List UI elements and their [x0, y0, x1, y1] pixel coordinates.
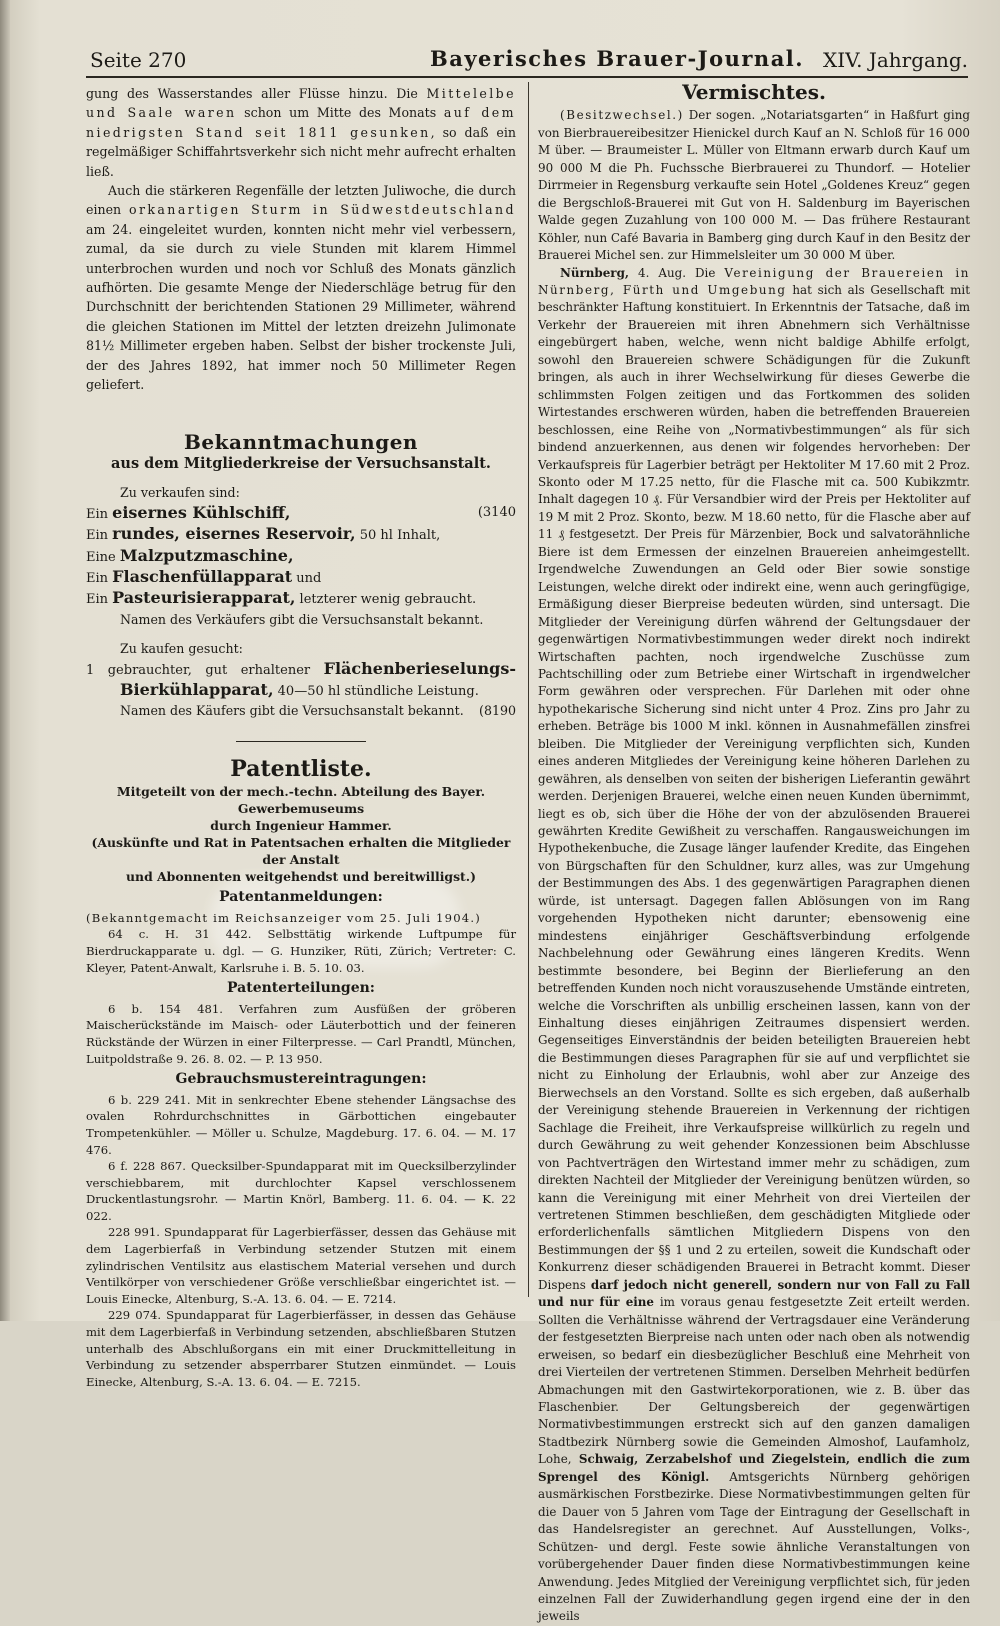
page-header	[90, 44, 968, 80]
weather-paragraph-2: Auch die stärkeren Regenfälle der letzten Juliwoche, die durch einen orkanartigen Sturm in Südwestdeutschland am 24. eingeleitet wurden, konnten nicht mehr viel verbessern, zumal, da sie durch zu viele Stunden mit klarem Himmel unterbrochen wurden und noch vor Schluß des Monats gänzlich aufhörten. Die gesamte Menge der Niederschläge betrug für den Durchschnitt der berichtenden Stationen 29 Millimeter, während die gleichen Stationen im Mittel der letzten dreizehn Julimonate 81½ Millimeter ergeben haben. Selbst der bisher trockenste Juli, der des Jahres 1892, hat immer noch 50 Millimeter Regen geliefert.	[86, 183, 516, 393]
patent-application-entry: 64 c. H. 31 442. Selbsttätig wirkende Luftpumpe für Bierdruckapparate u. dgl. — G. Hunziker, Rüti, Zürich; Vertreter: C. Kleyer, Patent-Anwalt, Karlsruhe i. B. 5. 10. 03.	[86, 927, 516, 975]
patent-grant-entry: 6 b. 154 481. Verfahren zum Ausfüßen der gröberen Maischerückstände im Maisch- oder Läuterbottich und der feineren Rückstände der Würzen in einer Filterpresse. — Carl Prandtl, München, Luitpoldstraße 9. 26. 8. 02. — P. 13 950.	[86, 1001, 516, 1066]
header-rule	[86, 76, 968, 78]
for-sale-list	[86, 503, 516, 610]
right-column	[538, 80, 970, 1626]
nuremberg-brewers-paragraph: Nürnberg, 4. Aug. Die Vereinigung der Brauereien in Nürnberg, Fürth und Umgebung hat sich als Gesellschaft mit beschränkter Haftung konstituiert. In Erkenntnis der Tatsache, daß im Verkehr der Brauereien mit ihren Abnehmern sich Verhältnisse eingebürgert haben, welche, wenn nicht baldige Abhilfe erfolgt, sowohl den Brauereien schwere Schädigungen für die Zukunft bringen, als auch in ihrer Wechselwirkung für dieses Gewerbe die schlimmsten Folgen zeitigen und das Fortkommen des soliden Wirtestandes erschweren würden, haben die betreffenden Brauereien beschlossen, eine Reihe von „Normativbestimmungen“ als für sich bindend anzuerkennen, aus denen wir folgendes hervorheben: Der Verkaufspreis für Lagerbier beträgt per Hektoliter M 17.60 mit 2 Proz. Skonto oder M 17.25 netto, für die Flasche mit ca. 500 Kubikzmtr. Inhalt dagegen 10 ₰. Für Versandbier wird der Preis per Hektoliter auf 19 M mit 2 Proz. Skonto, bezw. M 18.60 netto, für die Flasche aber auf 11 ₰ festgesetzt. Der Preis für Märzenbier, Bock und salvatorähnliche Biere ist dem Ermessen der einzelnen Brauereien anheimgestellt. Irgendwelche Zuwendungen an Geld oder Bier sowie sonstige Leistungen, welche direkt oder indirekt eine, wenn auch geringfügige, Ermäßigung dieser Bierpreise bedeuten würden, sind untersagt. Die Mitglieder der Vereinigung dürfen während der Geltungsdauer der gegenwärtigen Normativbestimmungen weder direkt noch indirekt Wirtschaften pachten, noch irgendwelche Zuschüsse zum Pachtschilling oder zum Betriebe einer Wirtschaft in irgendwelcher Form gewähren oder versprechen. Für Darlehen mit oder ohne hypothekarische Sicherung sind nicht unter 4 Proz. Zins pro Jahr zu erheben. Beträge bis 1000 M inkl. können in Ausnahmefällen zinsfrei bleiben. Die Mitglieder der Vereinigung verpflichten sich, Kunden eines anderen Mitgliedes der Vereinigung keine höheren Darlehen zu gewähren, als denselben von seiten der bisherigen Lieferantin gewährt werden. Derjenigen Brauerei, welche einen neuen Kunden übernimmt, liegt es ob, sich über die Höhe der von der abzulösenden Brauerei gewährten Kredite Gewißheit zu verschaffen. Rangausweichungen im Hypothekenbuche, die Zusage länger laufender Kredite, das Eingehen von Bürgschaften für den Schuldner, kurz alles, was zur Umgehung der Bestimmungen des Abs. 1 des gegenwärtigen Paragraphen dienen würde, ist untersagt. Dagegen fallen Ablösungen von im Rang vorgehenden Hypotheken nicht darunter; ebensowenig eine mindestens einjähriger Geschäftsverbindung erfolgende Nachbelehnung oder Gewährung eines längeren Kredits. Wenn bestimmte besondere, bei Beginn der Bierlieferung an den betreffenden Kunden noch nicht vorauszusehende Umstände eintreten, welche die Vorschriften als unbillig erscheinen lassen, kann von der Einhaltung dieses einjährigen Zeitraumes dispensiert werden. Gegenseitiges Einverständnis der beiden beteiligten Brauereien hebt die Bestimmungen dieses Paragraphen für sie auf und verpflichtet sie nicht zu Einholung der Erlaubnis, wohl aber zur Anzeige des Bierwechsels an den Vorstand. Sollte es sich ergeben, daß außerhalb der Vereinigung stehende Brauereien in Verkennung der richtigen Sachlage die Freiheit, ihre Verkaufspreise willkürlich zu regeln und durch Gewährung zu weit gehender Konzessionen beim Abschlusse von Pachtverträgen den Wirtestand immer mehr zu schädigen, zum direkten Nachteil der Mitglieder der Vereinigung benützen würden, so kann die Vereinigung mit einer Mehrheit von drei Vierteilen der vertretenen Stimmen beschließen, dem geschädigten Mitgliede oder erforderlichenfalls sämtlichen Mitgliedern Dispens von den Bestimmungen der §§ 1 und 2 zu erteilen, soweit die Kundschaft oder Konkurrenz dieser schädigenden Brauerei in Betracht kommt. Dieser Dispens darf jedoch nicht generell, sondern nur von Fall zu Fall und nur für eine im voraus genau festgesetzte Zeit erteilt werden. Sollten die Verhältnisse während der Vertragsdauer eine Veränderung der festgesetzten Bierpreise nach unten oder nach oben als notwendig erweisen, so bedarf ein diesbezüglicher Beschluß eine Mehrheit von drei Vierteilen der vertretenen Stimmen. Derselben Mehrheit bedürfen Abmachungen mit den Gastwirtekorporationen, wie z. B. über das Flaschenbier. Der Geltungsbereich der gegenwärtigen Normativbestimmungen erstreckt sich auf den ganzen damaligen Stadtbezirk Nürnberg sowie die Gemeinden Almoshof, Laufamholz, Lohe, Schwaig, Zerzabelshof und Ziegelstein, endlich die zum Sprengel des Königl. Amtsgerichts Nürnberg gehörigen ausmärkischen Forstbezirke. Diese Normativbestimmungen gelten für die Dauer von 5 Jahren vom Tage der Eintragung der Gesellschaft in das Handelsregister an gerechnet. Auf Ausstellungen, Volks-, Schützen- und dergl. Feste sowie ähnliche Veranstaltungen von vorübergehender Dauer finden diese Normativbestimmungen keine Anwendung. Jedes Mitglied der Vereinigung verpflichtet sich, für jeden einzelnen Fall der Zuwiderhandlung gegen irgend eine der in den jeweils	[538, 265, 970, 1624]
wanted-heading: Zu kaufen gesucht:	[120, 641, 243, 657]
wanted-reference: (8190	[479, 703, 516, 719]
sale-reference: (3140	[477, 504, 516, 520]
patent-list-source: Mitgeteilt von der mech.-techn. Abteilung des Bayer. Gewerbemuseums	[116, 784, 486, 817]
patent-info-note-1: (Auskünfte und Rat in Patentsachen erhalten die Mitglieder der Anstalt	[91, 835, 511, 868]
patent-list-engineer: durch Ingenieur Hammer.	[210, 818, 392, 834]
ownership-change-paragraph: (Besitzwechsel.) Der sogen. „Notariatsgarten“ in Haßfurt ging von Bierbrauereibesitzer Hienickel durch Kauf an N. Schloß für 16 000 M über. — Braumeister L. Müller von Eltmann erwarb durch Kauf um 90 000 M die Ph. Fuchssche Bierbrauerei zu Thundorf. — Hotelier Dirrmeier in Regensburg verkaufte sein Hotel „Goldenes Kreuz“ gegen die Bergschloß-Brauerei mit Gut von H. Saldenburg im Bayerischen Walde gegen Zuzahlung von 100 000 M. — Das frühere Restaurant Köhler, nun Café Bavaria in Bamberg ging durch Kauf in den Besitz der Brauerei Michel sen. zur Himmelsleiter um 30 000 M über.	[538, 108, 970, 263]
for-sale-heading: Zu verkaufen sind:	[120, 485, 240, 501]
column-divider	[528, 82, 529, 1297]
wanted-item: 1 gebrauchter, gut erhaltener Flächenberieselungs-Bierkühlapparat, 40—50 hl stündliche Leistung.	[86, 658, 516, 699]
patent-applications-heading: Patentanmeldungen:	[219, 889, 383, 906]
patent-info-note-2: und Abonnenten weitgehendst und bereitwilligst.)	[126, 869, 476, 885]
page-edge-shadow	[0, 0, 10, 1321]
page-number: Seite 270	[90, 48, 187, 72]
buyer-note: Namen des Käufers gibt die Versuchsanstalt bekannt. (8190	[86, 701, 516, 720]
section-divider	[236, 741, 366, 742]
left-column	[86, 84, 516, 1390]
sale-item: Ein Pasteurisierapparat, letzterer wenig gebraucht.	[86, 588, 477, 608]
sale-item: Ein eisernes Kühlschiff, (3140	[86, 503, 516, 524]
sale-item: Ein Flaschenfüllapparat und	[86, 566, 322, 586]
patent-grants-heading: Patenterteilungen:	[227, 980, 375, 997]
seller-note: Namen des Verkäufers gibt die Versuchsanstalt bekannt.	[120, 611, 484, 627]
patent-list-title: Patentliste.	[230, 755, 372, 782]
journal-title: Bayerisches Brauer-Journal.	[430, 46, 805, 71]
utility-model-entry: 6 b. 229 241. Mit in senkrechter Ebene stehender Längsachse des ovalen Rohrdurchschnittes in Gärbottichen eingebauter Trompetenkühler. — Möller u. Schulze, Magdeburg. 17. 6. 04. — M. 17 476.	[86, 1092, 516, 1157]
sale-item: Eine Malzputzmaschine,	[86, 545, 294, 565]
volume-label: XIV. Jahrgang.	[823, 48, 968, 72]
utility-model-entry: 6 f. 228 867. Quecksilber-Spundapparat mit im Quecksilberzylinder verschiebbarem, mit durchlochter Kapsel verschlossenem Druckentlastungsrohr. — Martin Knörl, Bamberg. 11. 6. 04. — K. 22 022.	[86, 1159, 516, 1223]
weather-paragraph-1: gung des Wasserstandes aller Flüsse hinzu. Die Mittelelbe und Saale waren schon um Mitte des Monats auf dem niedrigsten Stand seit 1811 gesunken, so daß ein regelmäßiger Schiffahrtsverkehr sich nicht mehr aufrecht erhalten ließ.	[86, 86, 516, 179]
announcements-title: Bekanntmachungen	[184, 429, 418, 454]
utility-model-entry: 228 991. Spundapparat für Lagerbierfässer, dessen das Gehäuse mit dem Lagerbierfaß in Verbindung setzender Stutzen mit einem zylindrischen Ventilsitz aus elastischem Material versehen und durch Ventilkörper von verschiedener Größe verschließbar eingerichtet ist. — Louis Einecke, Altenburg, S.-A. 13. 6. 04. — E. 7214.	[86, 1225, 516, 1306]
announcements-subtitle: aus dem Mitgliederkreise der Versuchsanstalt.	[111, 454, 491, 472]
utility-models-heading: Gebrauchsmustereintragungen:	[175, 1071, 427, 1088]
sale-item: Ein rundes, eisernes Reservoir, 50 hl Inhalt,	[86, 524, 441, 544]
patent-applications-intro: (Bekanntgemacht im Reichsanzeiger vom 25. Juli 1904.)	[86, 910, 481, 925]
utility-model-entry: 229 074. Spundapparat für Lagerbierfässer, in dessen das Gehäuse mit dem Lagerbierfaß in Verbindung setzenden, abschließbaren Stutzen unterhalb des Abschlußorgans ein mit einer Druckmittelleitung in Verbindung zu setzender absperrbarer Stutzen einmündet. — Louis Einecke, Altenburg, S.-A. 13. 6. 04. — E. 7215.	[86, 1308, 516, 1389]
patent-sections	[86, 889, 516, 1390]
miscellaneous-title: Vermischtes.	[682, 80, 826, 104]
